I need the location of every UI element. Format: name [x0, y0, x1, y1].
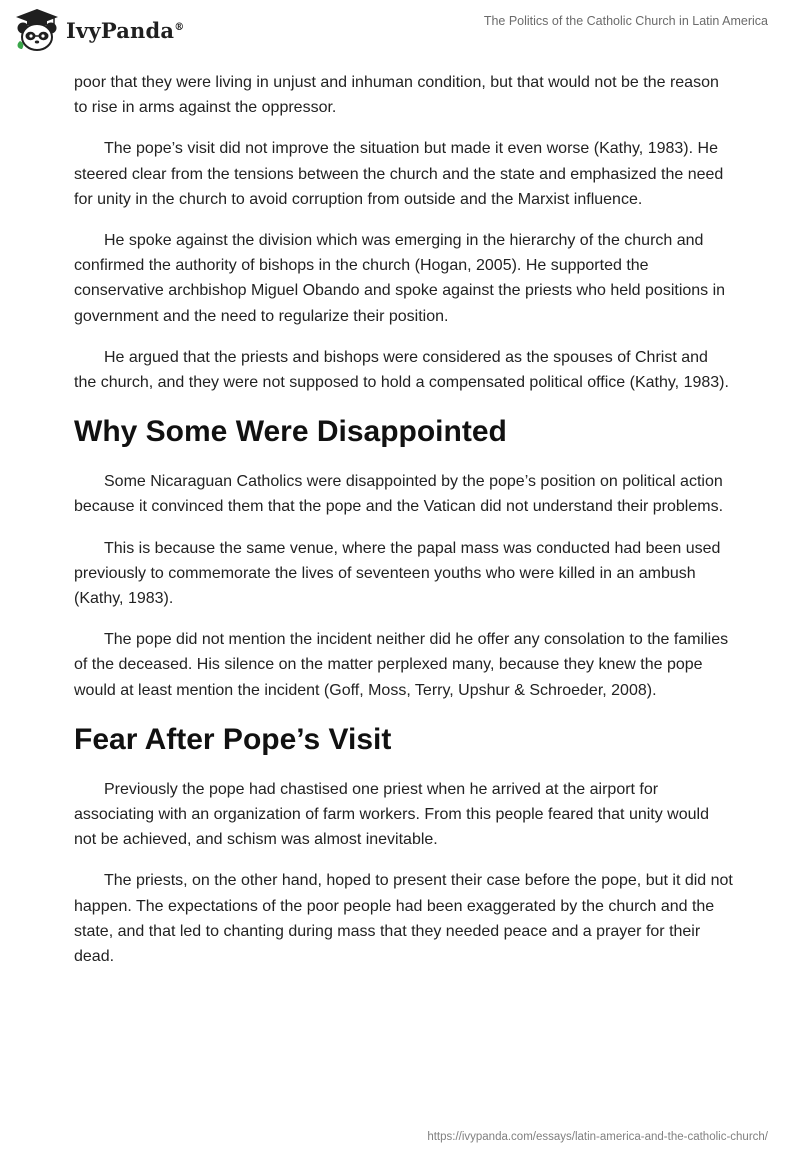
registered-mark: ®	[174, 21, 185, 33]
paragraph: The priests, on the other hand, hoped to present their case before the pope, but it did not happen. The expectations of the poor people had been exaggerated by the church and the state, and that led to chanting during mass that they needed peace and a prayer for their dead.	[74, 872, 733, 966]
section-heading: Fear After Pope’s Visit	[74, 722, 392, 756]
brand-name: IvyPanda®	[66, 17, 185, 43]
paragraph: Some Nicaraguan Catholics were disappointed by the pope’s position on political action because it convinced them that the pope and the Vatican did not understand their problems.	[74, 473, 724, 516]
paragraph: Previously the pope had chastised one priest when he arrived at the airport for associating with an organization of farm workers. From this people feared that unity would not be achieved, and schism was almost inevitable.	[74, 780, 709, 849]
brand-logo[interactable]	[14, 8, 184, 52]
paragraph: He spoke against the division which was emerging in the hierarchy of the church and confirmed the authority of bishops in the church (Hogan, 2005). He supported the conservative archbishop Miguel Obando and spoke against the priests who held positions in government and the need to regularize their position.	[74, 232, 726, 325]
paragraph: He argued that the priests and bishops were considered as the spouses of Christ and the church, and they were not supposed to hold a compensated political office (Kathy, 1983).	[74, 348, 729, 392]
source-url[interactable]: https://ivypanda.com/essays/latin-america-and-the-catholic-church/	[427, 1131, 768, 1143]
paragraph: This is because the same venue, where the papal mass was conducted had been used previously to commemorate the lives of seventeen youths who were killed in an ambush (Kathy, 1983).	[74, 539, 721, 608]
document-title: The Politics of the Catholic Church in Latin America	[483, 14, 768, 28]
paragraph: The pope’s visit did not improve the situation but made it even worse (Kathy, 1983). He steered clear from the tensions between the church and the state and emphasized the need for unity in the church to avoid corruption from outside and the Marxist influence.	[74, 140, 724, 208]
panda-graduate-icon	[14, 8, 60, 52]
paragraph: poor that they were living in unjust and inhuman condition, but that would not be the reason to rise in arms against the oppressor.	[74, 74, 719, 117]
section-heading: Why Some Were Disappointed	[74, 415, 507, 449]
essay-body	[74, 70, 734, 985]
paragraph: The pope did not mention the incident neither did he offer any consolation to the families of the deceased. His silence on the matter perplexed many, because they knew the pope would at least mention the incident (Goff, Moss, Terry, Upshur & Schroeder, 2008).	[74, 631, 729, 699]
page-header	[0, 0, 800, 60]
